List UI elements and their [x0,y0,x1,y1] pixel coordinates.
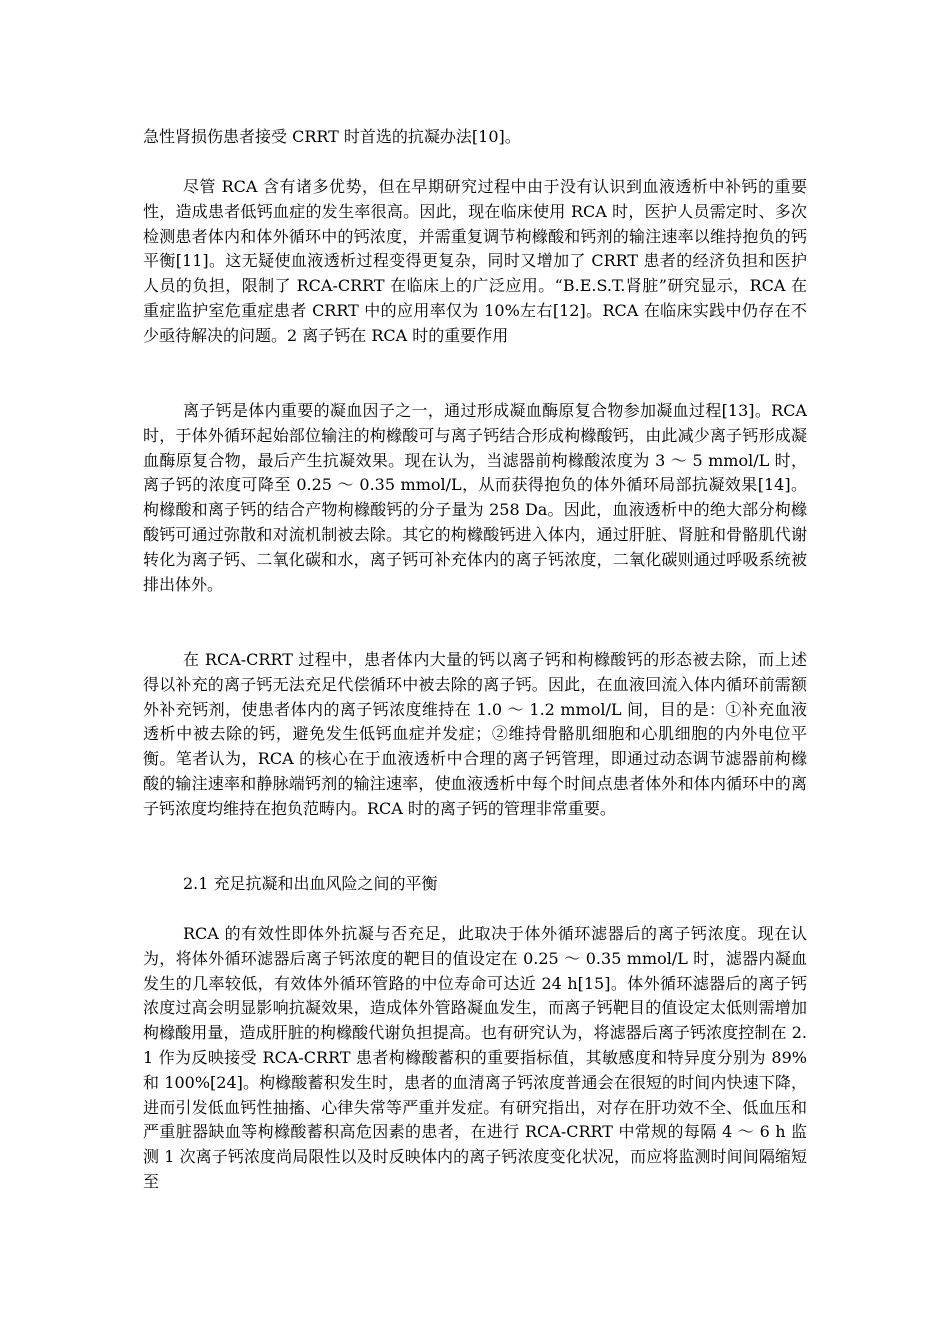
paragraph-rca-limitations: 尽管 RCA 含有诸多优势，但在早期研究过程中由于没有认识到血液透析中补钙的重要性，造成患者低钙血症的发生率很高。因此，现在临床使用 RCA 时，医护人员需定时、多次检测患者体内和体外循环中的钙浓度，并需重复调节枸橼酸和钙剂的输注速率以维持抱负的钙平衡[11]。这无疑使血液透析过程变得更复杂，同时又增加了 CRRT 患者的经济负担和医护人员的负担，限制了 RCA-CRRT 在临床上的广泛应用。“B.E.S.T.肾脏”研究显示，RCA 在重症监护室危重症患者 CRRT 中的应用率仅为 10%左右[12]。RCA 在临床实践中仍存在不少亟待解决的问题。2 离子钙在 RCA 时的重要作用 [143,177,807,345]
paragraph-anticoagulation-efficacy: RCA 的有效性即体外抗凝与否充足，此取决于体外循环滤器后的离子钙浓度。现在认为，将体外循环滤器后离子钙浓度的靶目的值设定在 0.25 ～ 0.35 mmol/L 时，滤器内凝血发生的几率较低，有效体外循环管路的中位寿命可达近 24 h[15]。体外循环滤器后的离子钙浓度过高会明显影响抗凝效果，造成体外管路凝血发生，而离子钙靶目的值设定太低则需增加枸橼酸用量，造成肝脏的枸橼酸代谢负担提高。也有研究认为，将滤器后离子钙浓度控制在 2.1 作为反映接受 RCA-CRRT 患者枸橼酸蓄积的重要指标值，其敏感度和特异度分别为 89%和 100%[24]。枸橼酸蓄积发生时，患者的血清离子钙浓度普通会在很短的时间内快速下降，进而引发低血钙性抽搐、心律失常等严重并发症。有研究指出，对存在肝功效不全、低血压和严重脏器缺血等枸橼酸蓄积高危因素的患者，在进行 RCA-CRRT 中常规的每隔 4 ～ 6 h 监测 1 次离子钙浓度尚局限性以及时反映体内的离子钙浓度变化状况，而应将监测时间间隔缩短至 [143,924,807,1191]
paragraph-continuation: 急性肾损伤患者接受 CRRT 时首选的抗凝办法[10]。 [143,127,521,146]
paragraph-ionized-calcium-role: 离子钙是体内重要的凝血因子之一，通过形成凝血酶原复合物参加凝血过程[13]。RCA 时，于体外循环起始部位输注的枸橼酸可与离子钙结合形成枸橼酸钙，由此减少离子钙形成凝血酶原复合物，最后产生抗凝效果。现在认为，当滤器前枸橼酸浓度为 3 ～ 5 mmol/L 时，离子钙的浓度可降至 0.25 ～ 0.35 mmol/L，从而获得抱负的体外循环局部抗凝效果[14]。枸橼酸和离子钙的结合产物枸橼酸钙的分子量为 258 Da。因此，血液透析中的绝大部分枸橼酸钙可通过弥散和对流机制被去除。其它的枸橼酸钙进入体内，通过肝脏、肾脏和骨骼肌代谢转化为离子钙、二氧化碳和水，离子钙可补充体内的离子钙浓度，二氧化碳则通过呼吸系统被排出体外。 [143,401,807,594]
paragraph-calcium-supplement: 在 RCA-CRRT 过程中，患者体内大量的钙以离子钙和枸橼酸钙的形态被去除，而上述得以补充的离子钙无法充足代偿循环中被去除的离子钙。因此，在血液回流入体内循环前需额外补充钙剂，使患者体内的离子钙浓度维持在 1.0 ～ 1.2 mmol/L 间，目的是：①补充血液透析中被去除的钙，避免发生低钙血症并发症；②维持骨骼肌细胞和心肌细胞的内外电位平衡。笔者认为，RCA 的核心在于血液透析中合理的离子钙管理，即通过动态调节滤器前枸橼酸的输注速率和静脉端钙剂的输注速率，使血液透析中每个时间点患者体外和体内循环中的离子钙浓度均维持在抱负范畴内。RCA 时的离子钙的管理非常重要。 [143,650,807,818]
section-heading: 2.1 充足抗凝和出血风险之间的平衡 [183,874,438,893]
